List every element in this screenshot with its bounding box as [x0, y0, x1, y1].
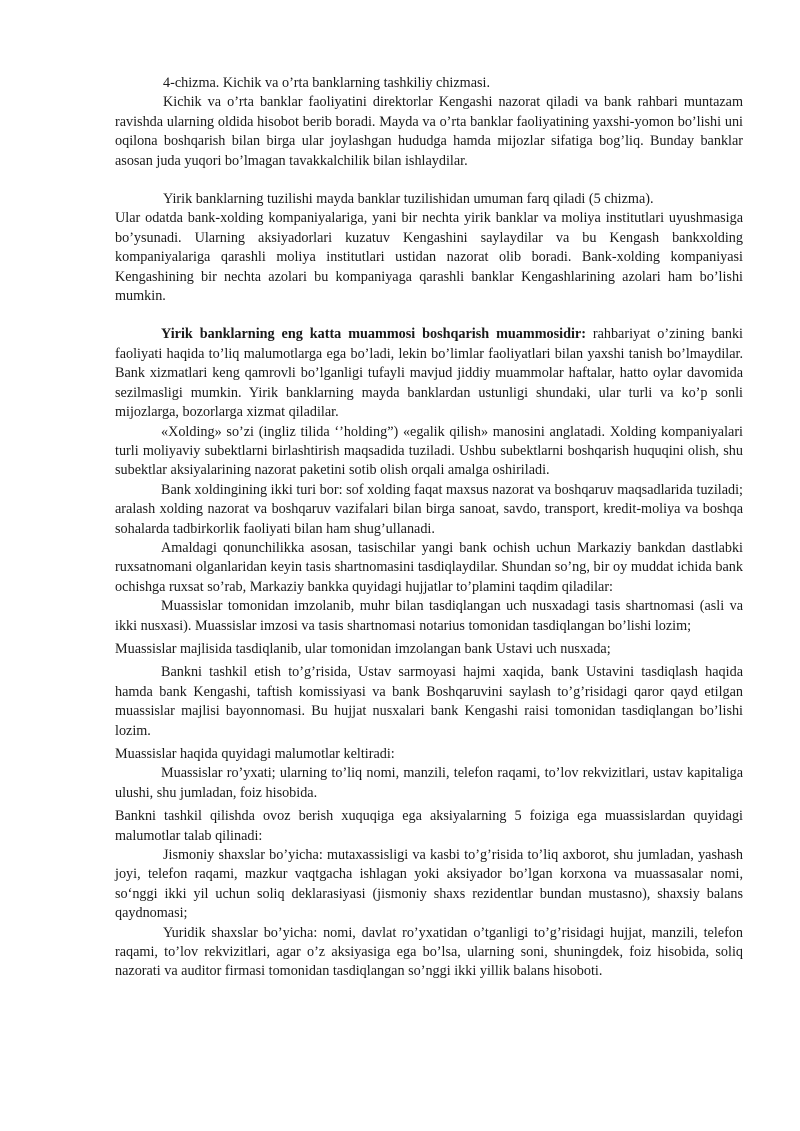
management-problem-text: rahbariyat o’zining banki faoliyati haqida to’liq malumotlarga ega bo’ladi, lekin bo’limlar faoliyatlari bilan yaxshi tanish bo’lmaydilar. Bank xizmatlari keng qamrovli bo’lganligi tufayli mavjud jiddiy muammolar haftalar, hatto oylar davomida sezilmasligi mumkin. Yirik banklarning mayda banklardan ustunligi shundaki, ular turli va ko’p sonli mijozlarga, bozorlarga xizmat qiladilar.	[115, 326, 743, 421]
management-problem-heading: Yirik banklarning eng katta muammosi boshqarish muammosidir:	[161, 326, 586, 343]
figure-caption: 4-chizma. Kichik va o’rta banklarning tashkiliy chizmasi.	[163, 75, 490, 91]
paragraph-legal-entities: Yuridik shaxslar bo’yicha: nomi, davlat ro’yxatidan o’tganligi to’g’risidagi hujjat, manzili, telefon raqami, to’lov rekvizitlari, agar o’z aksiyasiga ega bo’lsa, ularning soni, shuningdek, foiz hisobida, soliq nazorati va auditor firmasi tomonidan tasdiqlangan so’nggi ikki yillik balans hisoboti.	[115, 924, 743, 980]
paragraph-holding-types: Bank xoldingining ikki turi bor: sof xolding faqat maxsus nazorat va boshqaruv maqsadlarida tuziladi; aralash xolding nazorat va boshqaruv vazifalari bilan birga sanoat, savdo, transport, kredit-moliya va boshqa sohalarda tadbirkorlik faoliyati bilan ham shug’ullanadi.	[115, 481, 743, 537]
paragraph-founders-list: Muassislar ro’yxati; ularning to’liq nomi, manzili, telefon raqami, to’lov rekvizitlari, ustav kapitaliga ulushi, shu jumladan, foiz hisobida.	[115, 765, 743, 801]
paragraph-large-banks-holding: Ular odatda bank-xolding kompaniyalariga, yani bir nechta yirik banklar va moliya institutlari uyushmasiga bo’ysunadi. Ularning aksiyadorlari kuzatuv Kengashini saylaydilar va bu Kengash bankxolding kompaniyalariga qarashli moliya institutlari ustidan nazorat olib boradi. Bank-xolding kompaniyasi Kengashining bir nechta azolari bu kompaniyaga qarashli banklar Kengashlarining azolari ham bo’lishi mumkin.	[115, 210, 743, 305]
paragraph-legislation: Amaldagi qonunchilikka asosan, tasischilar yangi bank ochish uchun Markaziy bankdan dastlabki ruxsatnomani olganlaridan keyin tasis shartnomasini tasdiqlaydilar. Shundan so’ng, bir oy muddat ichida bank ochishga ruxsat so’rab, Markaziy bankka quyidagi hujjatlar to’plamini taqdim qiladilar:	[115, 539, 743, 595]
paragraph-small-banks: Kichik va o’rta banklar faoliyatini direktorlar Kengashi nazorat qiladi va bank rahbari muntazam ravishda ularning oldida hisobot berib boradi. Mayda va o’rta banklar faoliyatining yaxshi-yomon bo’lishi uni oqilona boshqarish bilan birga ular joylashgan hududga hamda mijozlar sifatiga bog’liq. Bunday banklar asosan juda yuqori bo’lmagan tavakkalchilik bilan ishlaydilar.	[115, 94, 743, 169]
paragraph-founding-contract: Muassislar tomonidan imzolanib, muhr bilan tasdiqlangan uch nusxadagi tasis shartnomasi (asli va ikki nusxasi). Muassislar imzosi va tasis shartnomasi notarius tomonidan tasdiqlangan bo’lishi lozim;	[115, 598, 743, 634]
paragraph-founders-info: Muassislar haqida quyidagi malumotlar keltiradi:	[115, 746, 395, 762]
paragraph-holding-meaning: «Xolding» so’zi (ingliz tilida ‘’holding”) «egalik qilish» manosini anglatadi. Xolding kompaniyalari turli moliyaviy subektlarni birlashtirish maqsadida tuziladi. Ushbu subektlarni boshqarish huquqini olish, shu subektlar aksiyalarining nazorat paketini sotib olish orqali amalga oshiriladi.	[115, 423, 743, 479]
paragraph-bank-charter: Muassislar majlisida tasdiqlanib, ular tomonidan imzolangan bank Ustavi uch nusxada;	[115, 640, 611, 657]
paragraph-founders-meeting: Bankni tashkil etish to’g’risida, Ustav sarmoyasi hajmi xaqida, bank Ustavini tasdiqlash haqida hamda bank Kengashi, taftish komissiyasi va bank Boshqaruvini saylash to’g’risidagi qaror qayd etilgan muassislar majlisi bayonnomasi. Bu hujjat nusxalari bank Kengashi raisi tomonidan tasdiqlangan bo’lishi lozim.	[115, 664, 743, 739]
paragraph-individuals: Jismoniy shaxslar bo’yicha: mutaxassisligi va kasbi to’g’risida to’liq axborot, shu jumladan, yashash joyi, telefon raqami, mazkur vaqtgacha ishlagan yoki aksiyador bo’lgan korxona va muassasalar nomi, so‘nggi ikki yil uchun soliq deklarasiyasi (jismoniy shaxs rezidentlar bundan mustasno), shaxsiy balans qaydnomasi;	[115, 847, 743, 922]
paragraph-voting-shares: Bankni tashkil qilishda ovoz berish xuquqiga ega aksiyalarning 5 foiziga ega muassislardan quyidagi malumotlar talab qilinadi:	[115, 808, 743, 844]
document-page	[115, 74, 743, 982]
paragraph-management-problem	[115, 325, 743, 422]
paragraph-large-banks-intro: Yirik banklarning tuzilishi mayda banklar tuzilishidan umuman farq qiladi (5 chizma).	[163, 191, 654, 208]
